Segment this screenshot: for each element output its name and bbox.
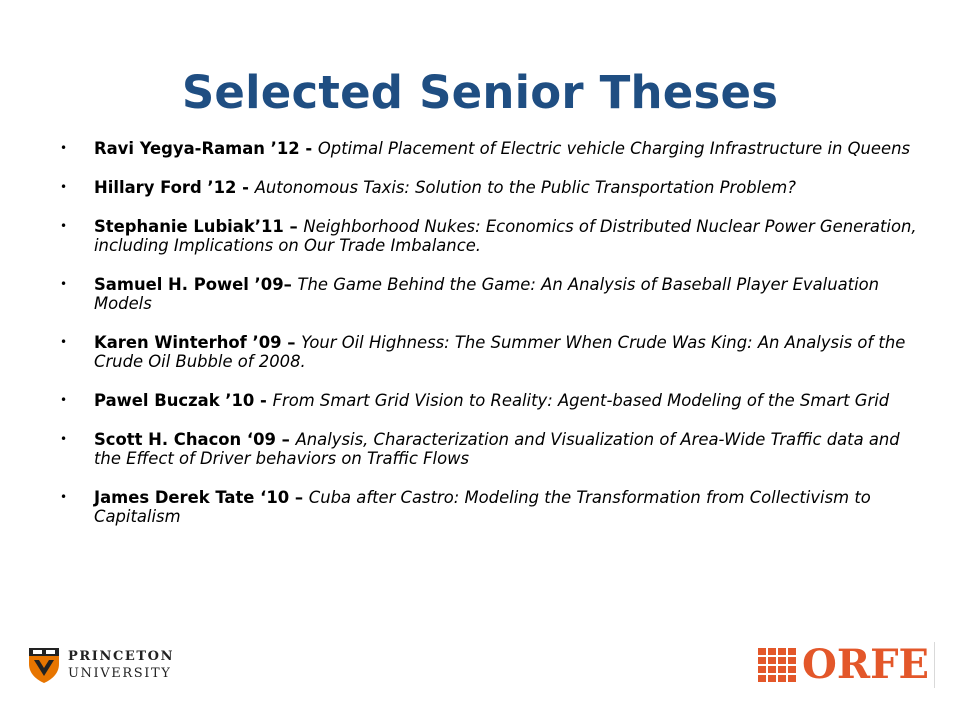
thesis-item [60, 178, 920, 197]
thesis-title: Optimal Placement of Electric vehicle Charging Infrastructure in Queens [317, 139, 911, 158]
orfe-grid-icon [758, 648, 798, 684]
orfe-logo [758, 642, 938, 688]
slide-title: Selected Senior Theses [181, 66, 779, 119]
theses-list [60, 139, 920, 526]
thesis-separator: – [283, 217, 304, 236]
bullet-icon: • [60, 393, 68, 407]
thesis-author: Ravi Yegya-Raman ’12 [94, 139, 300, 158]
princeton-logo-line2: UNIVERSITY [68, 666, 172, 681]
bullet-icon: • [60, 219, 68, 233]
thesis-separator: – [275, 430, 296, 449]
thesis-title: Cuba after Castro: Modeling the Transformation from Collectivism to Capitalism [94, 488, 871, 526]
thesis-title: Autonomous Taxis: Solution to the Public Transportation Problem? [254, 178, 796, 197]
bullet-icon: • [60, 432, 68, 446]
thesis-separator: – [281, 333, 302, 352]
princeton-university-logo [28, 646, 188, 686]
thesis-title: Analysis, Characterization and Visualization of Area-Wide Traffic data and the Effect of Driver behaviors on Traffic Flows [94, 430, 900, 468]
bullet-icon: • [60, 141, 68, 155]
thesis-item [60, 333, 920, 371]
thesis-author: Samuel H. Powel ’09 [94, 275, 284, 294]
thesis-author: James Derek Tate ‘10 [94, 488, 290, 507]
orfe-logo-text: ORFE [802, 641, 929, 688]
thesis-separator: - [299, 139, 318, 158]
thesis-author: Karen Winterhof ’09 [94, 333, 282, 352]
bullet-icon: • [60, 490, 68, 504]
thesis-separator: – [283, 275, 298, 294]
thesis-author: Stephanie Lubiak’11 [94, 217, 284, 236]
bullet-icon: • [60, 180, 68, 194]
thesis-title: Neighborhood Nukes: Economics of Distributed Nuclear Power Generation, including Implications on Our Trade Imbalance. [94, 217, 917, 255]
thesis-separator: - [236, 178, 255, 197]
thesis-separator: - [254, 391, 273, 410]
thesis-item [60, 139, 920, 158]
thesis-item [60, 391, 920, 410]
thesis-item [60, 217, 920, 255]
orfe-logo-divider [934, 642, 935, 688]
thesis-author: Hillary Ford ’12 [94, 178, 237, 197]
bullet-icon: • [60, 335, 68, 349]
thesis-separator: – [289, 488, 309, 507]
thesis-title: The Game Behind the Game: An Analysis of Baseball Player Evaluation Models [94, 275, 880, 313]
thesis-item [60, 275, 920, 313]
princeton-logo-line1: PRINCETON [68, 649, 175, 664]
bullet-icon: • [60, 277, 68, 291]
thesis-author: Scott H. Chacon ‘09 [94, 430, 276, 449]
thesis-author: Pawel Buczak ’10 [94, 391, 255, 410]
thesis-item [60, 430, 920, 468]
thesis-title: Your Oil Highness: The Summer When Crude Was King: An Analysis of the Crude Oil Bubble of 2008. [94, 333, 906, 371]
princeton-shield-icon [28, 646, 60, 684]
thesis-title: From Smart Grid Vision to Reality: Agent-based Modeling of the Smart Grid [272, 391, 890, 410]
thesis-item [60, 488, 920, 526]
